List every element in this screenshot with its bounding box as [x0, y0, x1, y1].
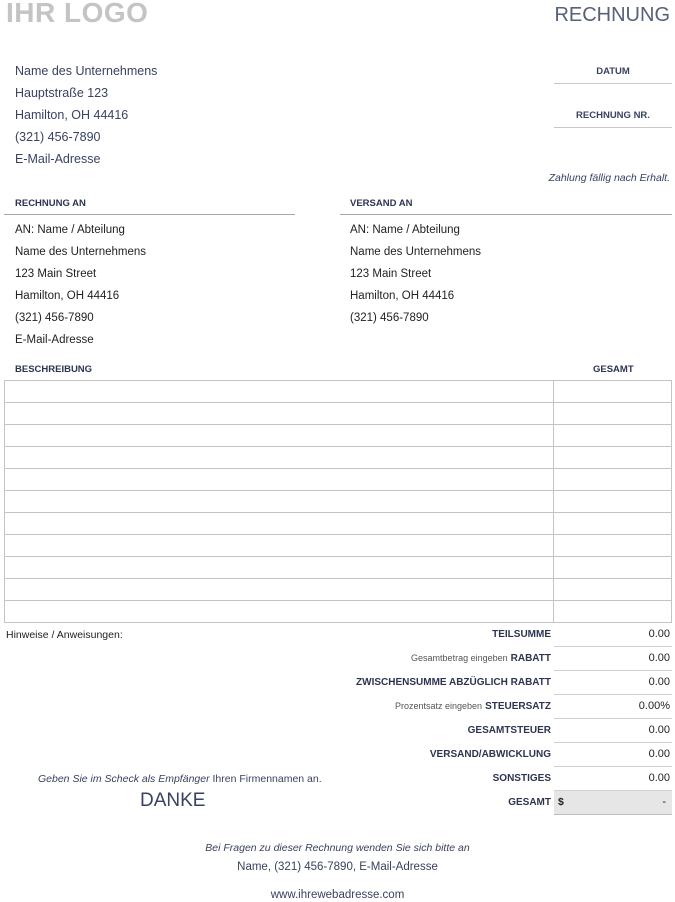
bill-to-address-line: (321) 456-7890	[15, 312, 94, 324]
notes-label: Hinweise / Anweisungen:	[6, 629, 123, 641]
company-city: Hamilton, OH 44416	[15, 108, 129, 122]
totals-divider	[554, 766, 672, 767]
discount-value[interactable]: 0.00	[648, 652, 670, 664]
invoice-number-label: RECHNUNG NR.	[576, 110, 650, 121]
bill-to-address-line: Name des Unternehmens	[15, 246, 147, 258]
total-header: GESAMT	[593, 364, 634, 375]
table-row	[5, 601, 672, 623]
payment-due-note: Zahlung fällig nach Erhalt.	[548, 172, 670, 184]
totals-divider	[554, 670, 672, 671]
description-cell[interactable]	[5, 491, 554, 513]
table-row	[5, 535, 672, 557]
company-email: E-Mail-Adresse	[15, 152, 101, 166]
description-cell[interactable]	[5, 601, 554, 623]
description-cell[interactable]	[5, 557, 554, 579]
other-value[interactable]: 0.00	[648, 772, 670, 784]
grand-total-label: GESAMT	[508, 797, 551, 808]
ship-to-address-line: Name des Unternehmens	[350, 246, 482, 258]
company-name: Name des Unternehmens	[15, 64, 158, 78]
description-cell[interactable]	[5, 535, 554, 557]
total-tax-value[interactable]: 0.00	[648, 724, 670, 736]
other-label: SONSTIGES	[492, 773, 551, 784]
check-payee-note-italic: Geben Sie im Scheck als Empfänger	[38, 773, 210, 785]
description-header: BESCHREIBUNG	[15, 364, 93, 375]
subtotal-label: TEILSUMME	[492, 629, 551, 640]
grand-total-currency: $	[558, 796, 564, 808]
discount-label-text: RABATT	[510, 653, 551, 664]
amount-cell[interactable]	[554, 535, 672, 557]
grand-total-divider	[554, 814, 672, 815]
ship-to-address-line: AN: Name / Abteilung	[350, 224, 460, 236]
ship-to-address-line: Hamilton, OH 44416	[350, 290, 455, 302]
footer-website[interactable]: www.ihrewebadresse.com	[270, 889, 405, 901]
amount-cell[interactable]	[554, 425, 672, 447]
description-cell[interactable]	[5, 469, 554, 491]
amount-cell[interactable]	[554, 601, 672, 623]
document-title: RECHNUNG	[554, 4, 670, 26]
amount-cell[interactable]	[554, 491, 672, 513]
totals-divider	[554, 646, 672, 647]
footer-question: Bei Fragen zu dieser Rechnung wenden Sie sich bitte an	[205, 842, 470, 854]
table-row	[5, 513, 672, 535]
date-label: DATUM	[596, 66, 630, 77]
ship-to-divider	[340, 214, 672, 215]
amount-cell[interactable]	[554, 579, 672, 601]
company-phone: (321) 456-7890	[15, 130, 101, 144]
description-cell[interactable]	[5, 403, 554, 425]
totals-divider	[554, 742, 672, 743]
bill-to-address-line: AN: Name / Abteilung	[15, 224, 125, 236]
date-field[interactable]	[554, 83, 672, 84]
bill-to-address-line: 123 Main Street	[15, 268, 97, 280]
totals-divider	[554, 718, 672, 719]
logo: IHR LOGO	[6, 0, 149, 28]
table-row	[5, 425, 672, 447]
subtotal-less-discount-value[interactable]: 0.00	[648, 676, 670, 688]
tax-rate-hint: Prozentsatz eingeben	[395, 701, 483, 711]
company-street: Hauptstraße 123	[15, 86, 109, 100]
table-row	[5, 491, 672, 513]
invoice-number-field[interactable]	[554, 127, 672, 128]
bill-to-address-line: E-Mail-Adresse	[15, 334, 94, 346]
tax-rate-label	[395, 701, 551, 712]
table-row	[5, 403, 672, 425]
tax-rate-value[interactable]: 0.00%	[638, 700, 670, 712]
discount-label	[411, 653, 551, 664]
description-cell[interactable]	[5, 447, 554, 469]
table-row	[5, 579, 672, 601]
description-cell[interactable]	[5, 425, 554, 447]
amount-cell[interactable]	[554, 447, 672, 469]
shipping-value[interactable]: 0.00	[648, 748, 670, 760]
description-cell[interactable]	[5, 579, 554, 601]
amount-cell[interactable]	[554, 469, 672, 491]
ship-to-address-line: (321) 456-7890	[350, 312, 429, 324]
footer-contact: Name, (321) 456-7890, E-Mail-Adresse	[237, 861, 438, 873]
amount-cell[interactable]	[554, 381, 672, 403]
bill-to-address-line: Hamilton, OH 44416	[15, 290, 120, 302]
totals-divider	[554, 694, 672, 695]
table-row	[5, 381, 672, 403]
line-items-table	[4, 380, 672, 623]
shipping-label: VERSAND/ABWICKLUNG	[429, 749, 551, 760]
total-tax-label: GESAMTSTEUER	[467, 725, 551, 736]
amount-cell[interactable]	[554, 403, 672, 425]
tax-rate-label-text: STEUERSATZ	[485, 701, 551, 712]
table-row	[5, 469, 672, 491]
subtotal-value[interactable]: 0.00	[648, 628, 670, 640]
grand-total-value[interactable]: -	[662, 796, 666, 808]
description-cell[interactable]	[5, 513, 554, 535]
table-row	[5, 447, 672, 469]
table-row	[5, 557, 672, 579]
discount-hint: Gesamtbetrag eingeben	[411, 653, 508, 663]
amount-cell[interactable]	[554, 513, 672, 535]
check-payee-note-normal: Ihren Firmennamen an.	[212, 773, 322, 785]
subtotal-less-discount-label: ZWISCHENSUMME ABZÜGLICH RABATT	[356, 677, 551, 688]
description-cell[interactable]	[5, 381, 554, 403]
thank-you: DANKE	[140, 790, 206, 811]
bill-to-heading: RECHNUNG AN	[15, 198, 86, 209]
ship-to-heading: VERSAND AN	[350, 198, 413, 209]
check-payee-note	[38, 773, 322, 785]
ship-to-address-line: 123 Main Street	[350, 268, 432, 280]
bill-to-divider	[4, 214, 295, 215]
amount-cell[interactable]	[554, 557, 672, 579]
